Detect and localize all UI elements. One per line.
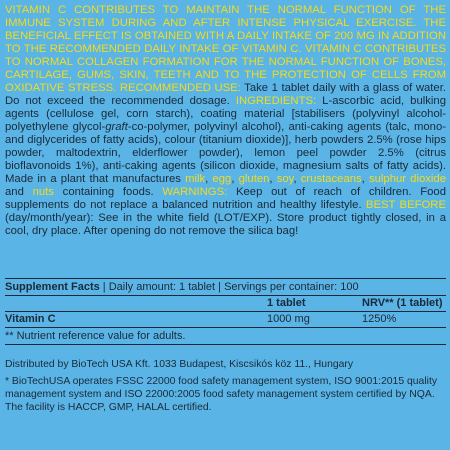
distributor-text: Distributed by BioTech USA Kft. 1033 Budapest, Kiscsikós köz 11., Hungary	[5, 359, 354, 370]
allergen-separator: ,	[361, 173, 369, 185]
allergen-separator: ,	[269, 173, 277, 185]
best-before-text: (day/month/year): See in the white field (LOT/EXP). Store product tightly closed, in a cool, dry place. After opening do not remove the silica bag!	[5, 212, 446, 237]
nrv-footnote: ** Nutrient reference value for adults.	[5, 330, 186, 342]
ingredients-italic: graft	[105, 121, 128, 133]
allergen-separator: ,	[293, 173, 301, 185]
allergen-crustaceans: crustaceans	[300, 173, 362, 185]
footer	[5, 358, 446, 418]
warnings-text: Keep out of reach of children. Food supplements do not replace a balanced nutrition and healthy lifestyle.	[5, 186, 446, 211]
label-paragraph	[5, 4, 446, 238]
supplement-facts-table	[5, 278, 446, 345]
table-rule	[5, 344, 446, 345]
allergen-milk: milk	[185, 173, 206, 185]
allergen-separator: ,	[205, 173, 213, 185]
allergen-separator: and	[5, 186, 33, 198]
label-text-block	[5, 4, 446, 238]
allergen-statement-end: containing foods.	[53, 186, 163, 198]
recommended-use-text: Take 1 tablet daily with a glass of water. Do not exceed the recommended dosage.	[5, 82, 446, 107]
ingredients-heading: INGREDIENTS:	[235, 95, 317, 107]
best-before-heading: BEST BEFORE	[365, 199, 446, 211]
ingredients-text-cont: -co-polymer, polyvinyl alcohol), anti-caking agents (talc, mono- and diglycerides of fatty acids), colour (titanium dioxide)], herb powders 2.5% (rose hips powder, maltodextrin, elderflower powder), lemon peel powder 2.5% (citrus bioflavonoids 1%), anti-caking agents (silicon dioxide, magnesium salts of fatty acids). Made in a plant that manufactures	[5, 121, 446, 185]
column-header-amount: 1 tablet	[267, 297, 306, 309]
supplement-facts-title: Supplement Facts	[5, 281, 100, 293]
allergen-gluten: gluten	[238, 173, 270, 185]
supplement-facts-header	[5, 279, 446, 295]
allergen-sulphur-dioxide: sulphur dioxide	[368, 173, 446, 185]
nutrient-amount: 1000 mg	[267, 313, 310, 325]
allergen-separator: ,	[231, 173, 239, 185]
health-claims: VITAMIN C CONTRIBUTES TO MAINTAIN THE NORMAL FUNCTION OF THE IMMUNE SYSTEM DURING AND AFTER INTENSE PHYSICAL EXERCISE. THE BENEFICIAL EFFECT IS OBTAINED WITH A DAILY INTAKE OF 200 MG IN ADDITION TO THE RECOMMENDED DAILY INTAKE OF VITAMIN C. VITAMIN C CONTRIBUTES TO NORMAL COLLAGEN FORMATION FOR THE NORMAL FUNCTION OF BONES, CARTILAGE, GUMS, SKIN, TEETH AND TO THE PROTECTION OF CELLS FROM OXIDATIVE STRESS. RECOMMENDED USE:	[5, 4, 446, 94]
column-header-nrv: NRV** (1 tablet)	[362, 297, 443, 309]
allergen-soy: soy	[276, 173, 294, 185]
allergen-egg: egg	[212, 173, 232, 185]
warnings-heading: WARNINGS:	[162, 186, 228, 198]
serving-info: | Daily amount: 1 tablet | Servings per container: 100	[99, 281, 359, 293]
allergen-nuts: nuts	[32, 186, 54, 198]
nutrient-nrv: 1250%	[362, 313, 397, 325]
column-header-row	[5, 296, 446, 311]
table-row	[5, 312, 446, 327]
certification-text: * BioTechUSA operates FSSC 22000 food safety management system, ISO 9001:2015 quality management system and ISO 22000:2005 food safety management system certified by NQA. The facility is HACCP, GMP, HALAL certified.	[5, 376, 438, 413]
nutrient-name: Vitamin C	[5, 313, 56, 325]
ingredients-text: L-ascorbic acid, bulking agents (cellulose gel, corn starch), coating material [stabilisers (polyvinyl alcohol-polyethylene glycol-	[5, 95, 446, 133]
